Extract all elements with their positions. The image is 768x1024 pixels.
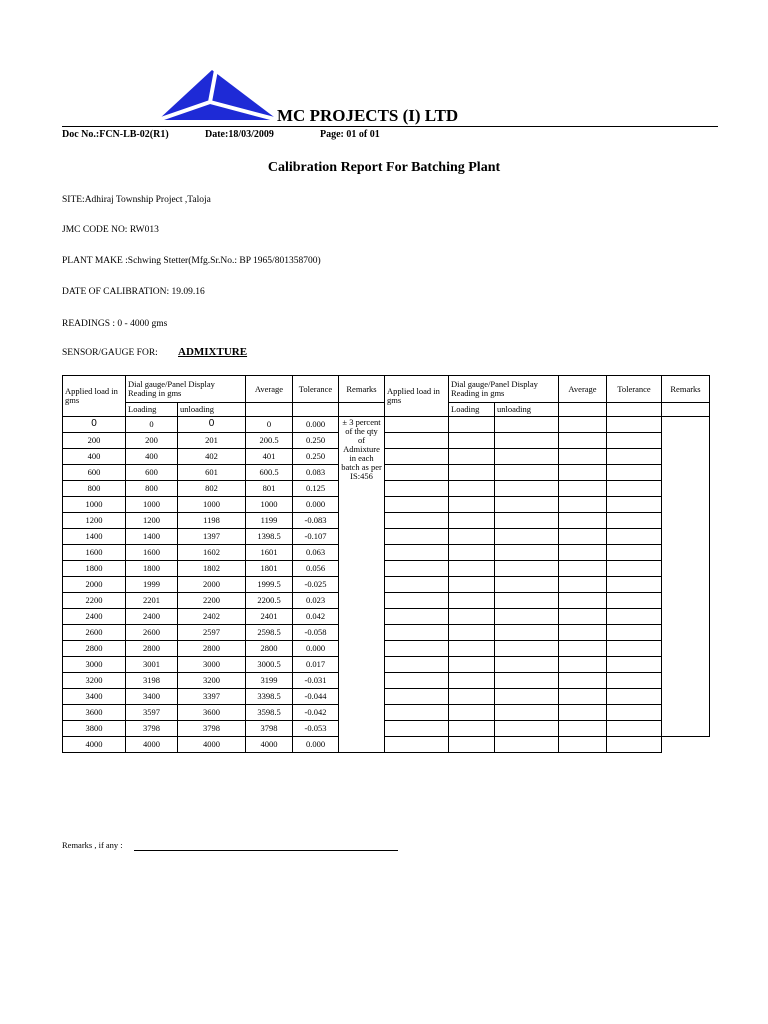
table-cell: 2400 (126, 609, 178, 625)
table-cell: -0.042 (293, 705, 339, 721)
table-cell: 1398.5 (246, 529, 293, 545)
table-cell: 0.000 (293, 417, 339, 433)
table-cell: 3798 (246, 721, 293, 737)
table-cell: 0.125 (293, 481, 339, 497)
table-cell: 1600 (126, 545, 178, 561)
table-cell: 3400 (126, 689, 178, 705)
empty-cell (449, 593, 495, 609)
table-row (63, 497, 710, 513)
table-cell: -0.044 (293, 689, 339, 705)
empty-cell (385, 433, 449, 449)
empty-cell (449, 513, 495, 529)
empty-cell (607, 641, 662, 657)
empty-cell (449, 497, 495, 513)
empty-cell (607, 577, 662, 593)
table-row (63, 529, 710, 545)
doc-date: Date:18/03/2009 (205, 129, 274, 140)
table-cell: 2000 (178, 577, 246, 593)
table-cell: 1802 (178, 561, 246, 577)
empty-cell (495, 737, 559, 753)
empty-cell (449, 625, 495, 641)
table-cell: 1397 (178, 529, 246, 545)
empty-cell (607, 609, 662, 625)
empty-cell (559, 465, 607, 481)
empty-cell (607, 529, 662, 545)
col-unloading-2: unloading (495, 403, 559, 417)
table-cell: 600 (126, 465, 178, 481)
table-row (63, 657, 710, 673)
empty-cell (559, 593, 607, 609)
table-row (63, 545, 710, 561)
table-cell: 401 (246, 449, 293, 465)
empty-cell (385, 545, 449, 561)
table-row (63, 417, 710, 433)
empty-cell (559, 481, 607, 497)
table-cell: 801 (246, 481, 293, 497)
table-cell: 0 (246, 417, 293, 433)
table-cell: 0 (63, 417, 126, 433)
remark-tolerance-note: ± 3 percent of the qty of Admixture in each batch as per IS:456 (339, 417, 385, 753)
table-cell: 1198 (178, 513, 246, 529)
empty-cell (607, 689, 662, 705)
table-cell: 1200 (126, 513, 178, 529)
empty-cell (607, 721, 662, 737)
empty-cell (607, 449, 662, 465)
empty-cell (385, 625, 449, 641)
empty-cell (559, 529, 607, 545)
empty-cell (559, 673, 607, 689)
remark-empty-2 (662, 417, 710, 737)
empty-cell (449, 641, 495, 657)
table-cell: 3397 (178, 689, 246, 705)
col-remarks-2: Remarks (662, 376, 710, 403)
empty-cell (607, 705, 662, 721)
empty-cell (607, 545, 662, 561)
table-cell: 1000 (178, 497, 246, 513)
table-cell: 2401 (246, 609, 293, 625)
empty-cell (385, 721, 449, 737)
table-cell: 0 (126, 417, 178, 433)
company-logo-icon (158, 70, 278, 126)
empty-cell (559, 737, 607, 753)
table-header-row (63, 376, 710, 403)
table-row (63, 705, 710, 721)
empty-cell (559, 705, 607, 721)
table-cell: 400 (126, 449, 178, 465)
empty-cell (495, 609, 559, 625)
table-cell: 3000.5 (246, 657, 293, 673)
empty-cell (559, 577, 607, 593)
table-cell: 3000 (63, 657, 126, 673)
empty-cell (385, 481, 449, 497)
table-cell: 1999 (126, 577, 178, 593)
empty-cell (559, 641, 607, 657)
empty-cell (385, 641, 449, 657)
empty-cell (607, 513, 662, 529)
col-average: Average (246, 376, 293, 403)
table-cell: 0.063 (293, 545, 339, 561)
empty-cell (495, 561, 559, 577)
table-cell: 2800 (178, 641, 246, 657)
empty-cell (449, 689, 495, 705)
empty-cell (449, 529, 495, 545)
empty-cell (559, 449, 607, 465)
empty-cell (559, 657, 607, 673)
table-cell: 2400 (63, 609, 126, 625)
table-cell: 0.056 (293, 561, 339, 577)
report-title: Calibration Report For Batching Plant (267, 160, 501, 175)
empty-cell (495, 433, 559, 449)
table-row (63, 625, 710, 641)
jmc-code: JMC CODE NO: RW013 (62, 225, 159, 235)
empty-cell (559, 497, 607, 513)
empty-cell (449, 481, 495, 497)
table-cell: 3600 (178, 705, 246, 721)
empty-cell (495, 673, 559, 689)
empty-cell (607, 737, 662, 753)
table-cell: 1800 (63, 561, 126, 577)
empty-cell (385, 705, 449, 721)
empty-cell (495, 705, 559, 721)
table-cell: 802 (178, 481, 246, 497)
col-tolerance: Tolerance (293, 376, 339, 403)
table-cell: 800 (63, 481, 126, 497)
empty-cell (449, 417, 495, 433)
table-row (63, 609, 710, 625)
table-row (63, 465, 710, 481)
empty-cell (495, 481, 559, 497)
empty-cell (607, 593, 662, 609)
empty-cell (385, 417, 449, 433)
empty-cell (559, 417, 607, 433)
empty-cell (385, 609, 449, 625)
col-dial-gauge-2: Dial gauge/Panel Display Reading in gms (449, 376, 559, 403)
table-cell: 200.5 (246, 433, 293, 449)
table-cell: 1801 (246, 561, 293, 577)
table-cell: 0.042 (293, 609, 339, 625)
table-cell: 2600 (63, 625, 126, 641)
table-row (63, 481, 710, 497)
table-cell: -0.058 (293, 625, 339, 641)
empty-cell (495, 529, 559, 545)
col-unloading: unloading (178, 403, 246, 417)
table-cell: 402 (178, 449, 246, 465)
table-cell: 3200 (178, 673, 246, 689)
table-cell: 1200 (63, 513, 126, 529)
table-cell: 600.5 (246, 465, 293, 481)
empty-cell (495, 449, 559, 465)
empty-cell (449, 449, 495, 465)
empty-cell (559, 721, 607, 737)
empty-cell (607, 673, 662, 689)
table-cell: 3000 (178, 657, 246, 673)
table-row (63, 721, 710, 737)
col-applied-load-2: Applied load in gms (385, 376, 449, 417)
table-cell: 0.017 (293, 657, 339, 673)
site-info: SITE:Adhiraj Township Project ,Taloja (62, 195, 211, 205)
company-name: MC PROJECTS (I) LTD (277, 106, 459, 125)
empty-cell (559, 561, 607, 577)
col-dial-gauge: Dial gauge/Panel Display Reading in gms (126, 376, 246, 403)
table-row (63, 561, 710, 577)
col-loading-2: Loading (449, 403, 495, 417)
table-cell: 1000 (63, 497, 126, 513)
table-cell: -0.031 (293, 673, 339, 689)
table-cell: 4000 (178, 737, 246, 753)
table-row (63, 433, 710, 449)
empty-cell (385, 561, 449, 577)
empty-cell (607, 657, 662, 673)
table-cell: 2200.5 (246, 593, 293, 609)
table-cell: -0.083 (293, 513, 339, 529)
table-cell: 4000 (246, 737, 293, 753)
table-cell: 2201 (126, 593, 178, 609)
remarks-label: Remarks , if any : (62, 840, 123, 850)
table-cell: -0.025 (293, 577, 339, 593)
table-cell: 4000 (126, 737, 178, 753)
empty-cell (495, 657, 559, 673)
sensor-value: ADMIXTURE (178, 346, 248, 358)
table-cell: 2000 (63, 577, 126, 593)
table-cell: 4000 (63, 737, 126, 753)
col-remarks: Remarks (339, 376, 385, 403)
doc-page: Page: 01 of 01 (320, 129, 380, 140)
table-cell: 2800 (126, 641, 178, 657)
table-row (63, 673, 710, 689)
empty-cell (495, 545, 559, 561)
sensor-label: SENSOR/GAUGE FOR: (62, 348, 158, 358)
empty-cell (495, 465, 559, 481)
table-cell: 1000 (246, 497, 293, 513)
empty-cell (607, 433, 662, 449)
table-cell: 0.000 (293, 641, 339, 657)
table-cell: 1800 (126, 561, 178, 577)
table-cell: 0.000 (293, 737, 339, 753)
table-row (63, 689, 710, 705)
empty-cell (385, 449, 449, 465)
empty-cell (449, 545, 495, 561)
empty-cell (607, 417, 662, 433)
empty-cell (559, 625, 607, 641)
col-average-2: Average (559, 376, 607, 403)
empty-cell (449, 561, 495, 577)
col-tolerance-2: Tolerance (607, 376, 662, 403)
table-cell: 2600 (126, 625, 178, 641)
table-cell: 600 (63, 465, 126, 481)
table-cell: 1199 (246, 513, 293, 529)
doc-number: Doc No.:FCN-LB-02(R1) (62, 129, 169, 140)
table-cell: 3200 (63, 673, 126, 689)
empty-cell (495, 721, 559, 737)
table-cell: 1999.5 (246, 577, 293, 593)
table-cell: 800 (126, 481, 178, 497)
col-loading: Loading (126, 403, 178, 417)
table-cell: 3199 (246, 673, 293, 689)
empty-cell (495, 689, 559, 705)
header-divider (62, 126, 718, 127)
empty-cell (495, 593, 559, 609)
empty-cell (495, 625, 559, 641)
table-cell: 3598.5 (246, 705, 293, 721)
table-row (63, 577, 710, 593)
empty-cell (385, 465, 449, 481)
table-cell: 3600 (63, 705, 126, 721)
remarks-line (134, 850, 398, 851)
empty-cell (607, 497, 662, 513)
table-cell: 200 (63, 433, 126, 449)
table-cell: 0.250 (293, 433, 339, 449)
empty-cell (559, 433, 607, 449)
table-cell: 1601 (246, 545, 293, 561)
table-cell: 3597 (126, 705, 178, 721)
empty-cell (559, 513, 607, 529)
empty-cell (607, 465, 662, 481)
plant-make: PLANT MAKE :Schwing Stetter(Mfg.Sr.No.: BP 1965/801358700) (62, 256, 321, 266)
table-cell: 1400 (126, 529, 178, 545)
calibration-table (62, 375, 710, 753)
empty-cell (607, 561, 662, 577)
empty-cell (385, 657, 449, 673)
empty-cell (495, 417, 559, 433)
empty-cell (559, 609, 607, 625)
table-cell: 2402 (178, 609, 246, 625)
table-cell: 3398.5 (246, 689, 293, 705)
empty-cell (607, 481, 662, 497)
table-cell: 2200 (178, 593, 246, 609)
table-row (63, 593, 710, 609)
table-row (63, 513, 710, 529)
table-cell: 0 (178, 417, 246, 433)
table-cell: 601 (178, 465, 246, 481)
table-cell: 1000 (126, 497, 178, 513)
table-cell: 2597 (178, 625, 246, 641)
table-cell: 3798 (178, 721, 246, 737)
empty-cell (385, 593, 449, 609)
empty-cell (385, 673, 449, 689)
table-row (63, 449, 710, 465)
empty-cell (495, 497, 559, 513)
empty-cell (385, 513, 449, 529)
empty-cell (449, 721, 495, 737)
empty-cell (495, 513, 559, 529)
table-cell: 400 (63, 449, 126, 465)
table-cell: 3400 (63, 689, 126, 705)
empty-cell (495, 577, 559, 593)
table-cell: 0.083 (293, 465, 339, 481)
empty-cell (385, 577, 449, 593)
empty-cell (449, 737, 495, 753)
table-cell: 1400 (63, 529, 126, 545)
table-cell: -0.053 (293, 721, 339, 737)
table-row (63, 737, 710, 753)
table-cell: 3001 (126, 657, 178, 673)
table-cell: -0.107 (293, 529, 339, 545)
empty-cell (449, 465, 495, 481)
empty-cell (385, 737, 449, 753)
table-cell: 0.023 (293, 593, 339, 609)
table-cell: 200 (126, 433, 178, 449)
empty-cell (559, 689, 607, 705)
empty-cell (449, 673, 495, 689)
empty-cell (385, 529, 449, 545)
empty-cell (559, 545, 607, 561)
table-cell: 3798 (126, 721, 178, 737)
table-cell: 0.250 (293, 449, 339, 465)
empty-cell (607, 625, 662, 641)
empty-cell (385, 689, 449, 705)
table-cell: 1600 (63, 545, 126, 561)
empty-cell (449, 609, 495, 625)
empty-cell (385, 497, 449, 513)
table-cell: 0.000 (293, 497, 339, 513)
calibration-date: DATE OF CALIBRATION: 19.09.16 (62, 287, 205, 297)
empty-cell (495, 641, 559, 657)
empty-cell (449, 705, 495, 721)
table-cell: 2800 (246, 641, 293, 657)
table-cell: 2598.5 (246, 625, 293, 641)
table-cell: 2200 (63, 593, 126, 609)
table-cell: 3800 (63, 721, 126, 737)
readings-range: READINGS : 0 - 4000 gms (62, 319, 168, 329)
table-row (63, 641, 710, 657)
table-cell: 1602 (178, 545, 246, 561)
table-cell: 2800 (63, 641, 126, 657)
table-cell: 3198 (126, 673, 178, 689)
empty-cell (449, 577, 495, 593)
empty-cell (449, 433, 495, 449)
table-cell: 201 (178, 433, 246, 449)
col-applied-load: Applied load in gms (63, 376, 126, 417)
empty-cell (449, 657, 495, 673)
